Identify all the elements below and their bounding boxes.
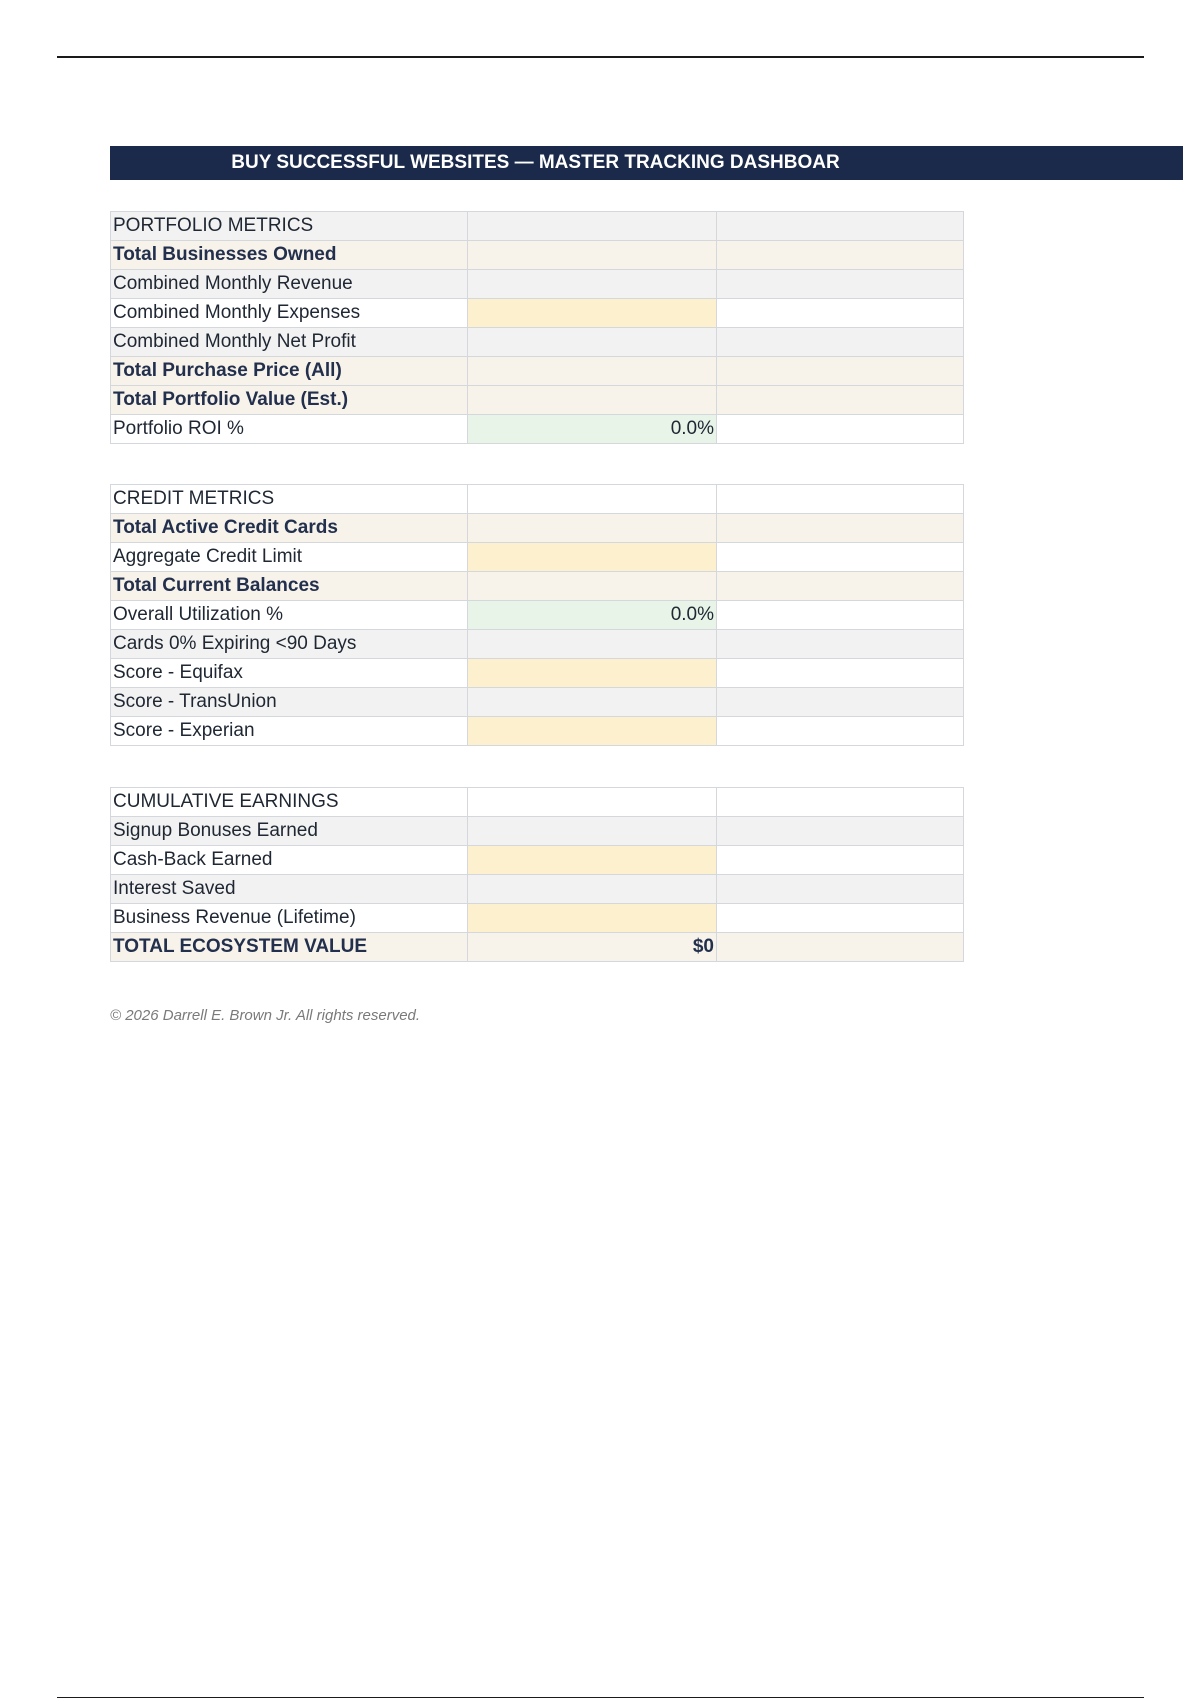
row-label[interactable]: Interest Saved — [111, 875, 468, 904]
cell[interactable] — [717, 270, 964, 299]
row-label[interactable]: Total Active Credit Cards — [111, 514, 468, 543]
row-value[interactable] — [468, 514, 717, 543]
table-row — [111, 817, 964, 846]
cell[interactable] — [717, 357, 964, 386]
section-header[interactable]: PORTFOLIO METRICS — [111, 212, 468, 241]
table-row — [111, 241, 964, 270]
row-value[interactable] — [468, 817, 717, 846]
row-value[interactable] — [468, 875, 717, 904]
cell[interactable] — [717, 875, 964, 904]
cell[interactable] — [717, 846, 964, 875]
table-row — [111, 846, 964, 875]
cell[interactable] — [717, 485, 964, 514]
bottom-rule — [57, 1697, 1144, 1698]
cell[interactable] — [717, 601, 964, 630]
row-label[interactable]: Total Portfolio Value (Est.) — [111, 386, 468, 415]
cell[interactable] — [717, 788, 964, 817]
table-row — [111, 904, 964, 933]
cell[interactable] — [468, 212, 717, 241]
row-value[interactable] — [468, 572, 717, 601]
top-rule — [57, 56, 1144, 58]
cell[interactable] — [717, 241, 964, 270]
total-value[interactable]: $0 — [468, 933, 717, 962]
cell[interactable] — [717, 415, 964, 444]
cell[interactable] — [717, 543, 964, 572]
cell[interactable] — [717, 514, 964, 543]
utilization-value[interactable]: 0.0% — [468, 601, 717, 630]
roi-value[interactable]: 0.0% — [468, 415, 717, 444]
cell[interactable] — [717, 933, 964, 962]
table-row — [111, 601, 964, 630]
input-cell[interactable] — [468, 904, 717, 933]
row-label[interactable]: Aggregate Credit Limit — [111, 543, 468, 572]
cell[interactable] — [717, 299, 964, 328]
table-row — [111, 630, 964, 659]
table-row — [111, 572, 964, 601]
row-label[interactable]: Score - Equifax — [111, 659, 468, 688]
portfolio-metrics-table — [110, 211, 964, 444]
cell[interactable] — [717, 817, 964, 846]
row-value[interactable] — [468, 328, 717, 357]
table-row — [111, 717, 964, 746]
cell[interactable] — [717, 328, 964, 357]
cell[interactable] — [717, 904, 964, 933]
table-row — [111, 875, 964, 904]
row-value[interactable] — [468, 241, 717, 270]
row-value[interactable] — [468, 386, 717, 415]
table-row — [111, 299, 964, 328]
cumulative-earnings-table — [110, 787, 964, 962]
section-header[interactable]: CUMULATIVE EARNINGS — [111, 788, 468, 817]
input-cell[interactable] — [468, 543, 717, 572]
dashboard-title: BUY SUCCESSFUL WEBSITES — MASTER TRACKING DASHBOAR — [231, 152, 840, 173]
row-label[interactable]: Score - TransUnion — [111, 688, 468, 717]
row-label[interactable]: Combined Monthly Expenses — [111, 299, 468, 328]
total-row — [111, 933, 964, 962]
row-label[interactable]: Total Businesses Owned — [111, 241, 468, 270]
table-row — [111, 415, 964, 444]
row-label[interactable]: Combined Monthly Net Profit — [111, 328, 468, 357]
table-row — [111, 270, 964, 299]
cell[interactable] — [717, 386, 964, 415]
cell[interactable] — [717, 212, 964, 241]
table-row — [111, 659, 964, 688]
table-row — [111, 688, 964, 717]
row-label[interactable]: Cash-Back Earned — [111, 846, 468, 875]
section-header-row — [111, 485, 964, 514]
cell[interactable] — [717, 659, 964, 688]
row-label[interactable]: Combined Monthly Revenue — [111, 270, 468, 299]
cell[interactable] — [717, 630, 964, 659]
cell[interactable] — [717, 717, 964, 746]
row-label[interactable]: Cards 0% Expiring <90 Days — [111, 630, 468, 659]
row-value[interactable] — [468, 270, 717, 299]
input-cell[interactable] — [468, 659, 717, 688]
copyright-footer: © 2026 Darrell E. Brown Jr. All rights reserved. — [110, 1007, 421, 1024]
row-label[interactable]: Score - Experian — [111, 717, 468, 746]
cell[interactable] — [717, 572, 964, 601]
row-label[interactable]: Business Revenue (Lifetime) — [111, 904, 468, 933]
row-label[interactable]: Total Purchase Price (All) — [111, 357, 468, 386]
input-cell[interactable] — [468, 299, 717, 328]
row-value[interactable] — [468, 630, 717, 659]
section-header-row — [111, 788, 964, 817]
cell[interactable] — [717, 688, 964, 717]
row-label[interactable]: Overall Utilization % — [111, 601, 468, 630]
cell[interactable] — [468, 788, 717, 817]
input-cell[interactable] — [468, 717, 717, 746]
table-row — [111, 386, 964, 415]
row-value[interactable] — [468, 688, 717, 717]
credit-metrics-table — [110, 484, 964, 746]
row-label[interactable]: Total Current Balances — [111, 572, 468, 601]
table-row — [111, 543, 964, 572]
total-label[interactable]: TOTAL ECOSYSTEM VALUE — [111, 933, 468, 962]
row-value[interactable] — [468, 357, 717, 386]
cell[interactable] — [468, 485, 717, 514]
input-cell[interactable] — [468, 846, 717, 875]
table-row — [111, 328, 964, 357]
row-label[interactable]: Portfolio ROI % — [111, 415, 468, 444]
row-label[interactable]: Signup Bonuses Earned — [111, 817, 468, 846]
table-row — [111, 514, 964, 543]
section-header[interactable]: CREDIT METRICS — [111, 485, 468, 514]
section-header-row — [111, 212, 964, 241]
table-row — [111, 357, 964, 386]
